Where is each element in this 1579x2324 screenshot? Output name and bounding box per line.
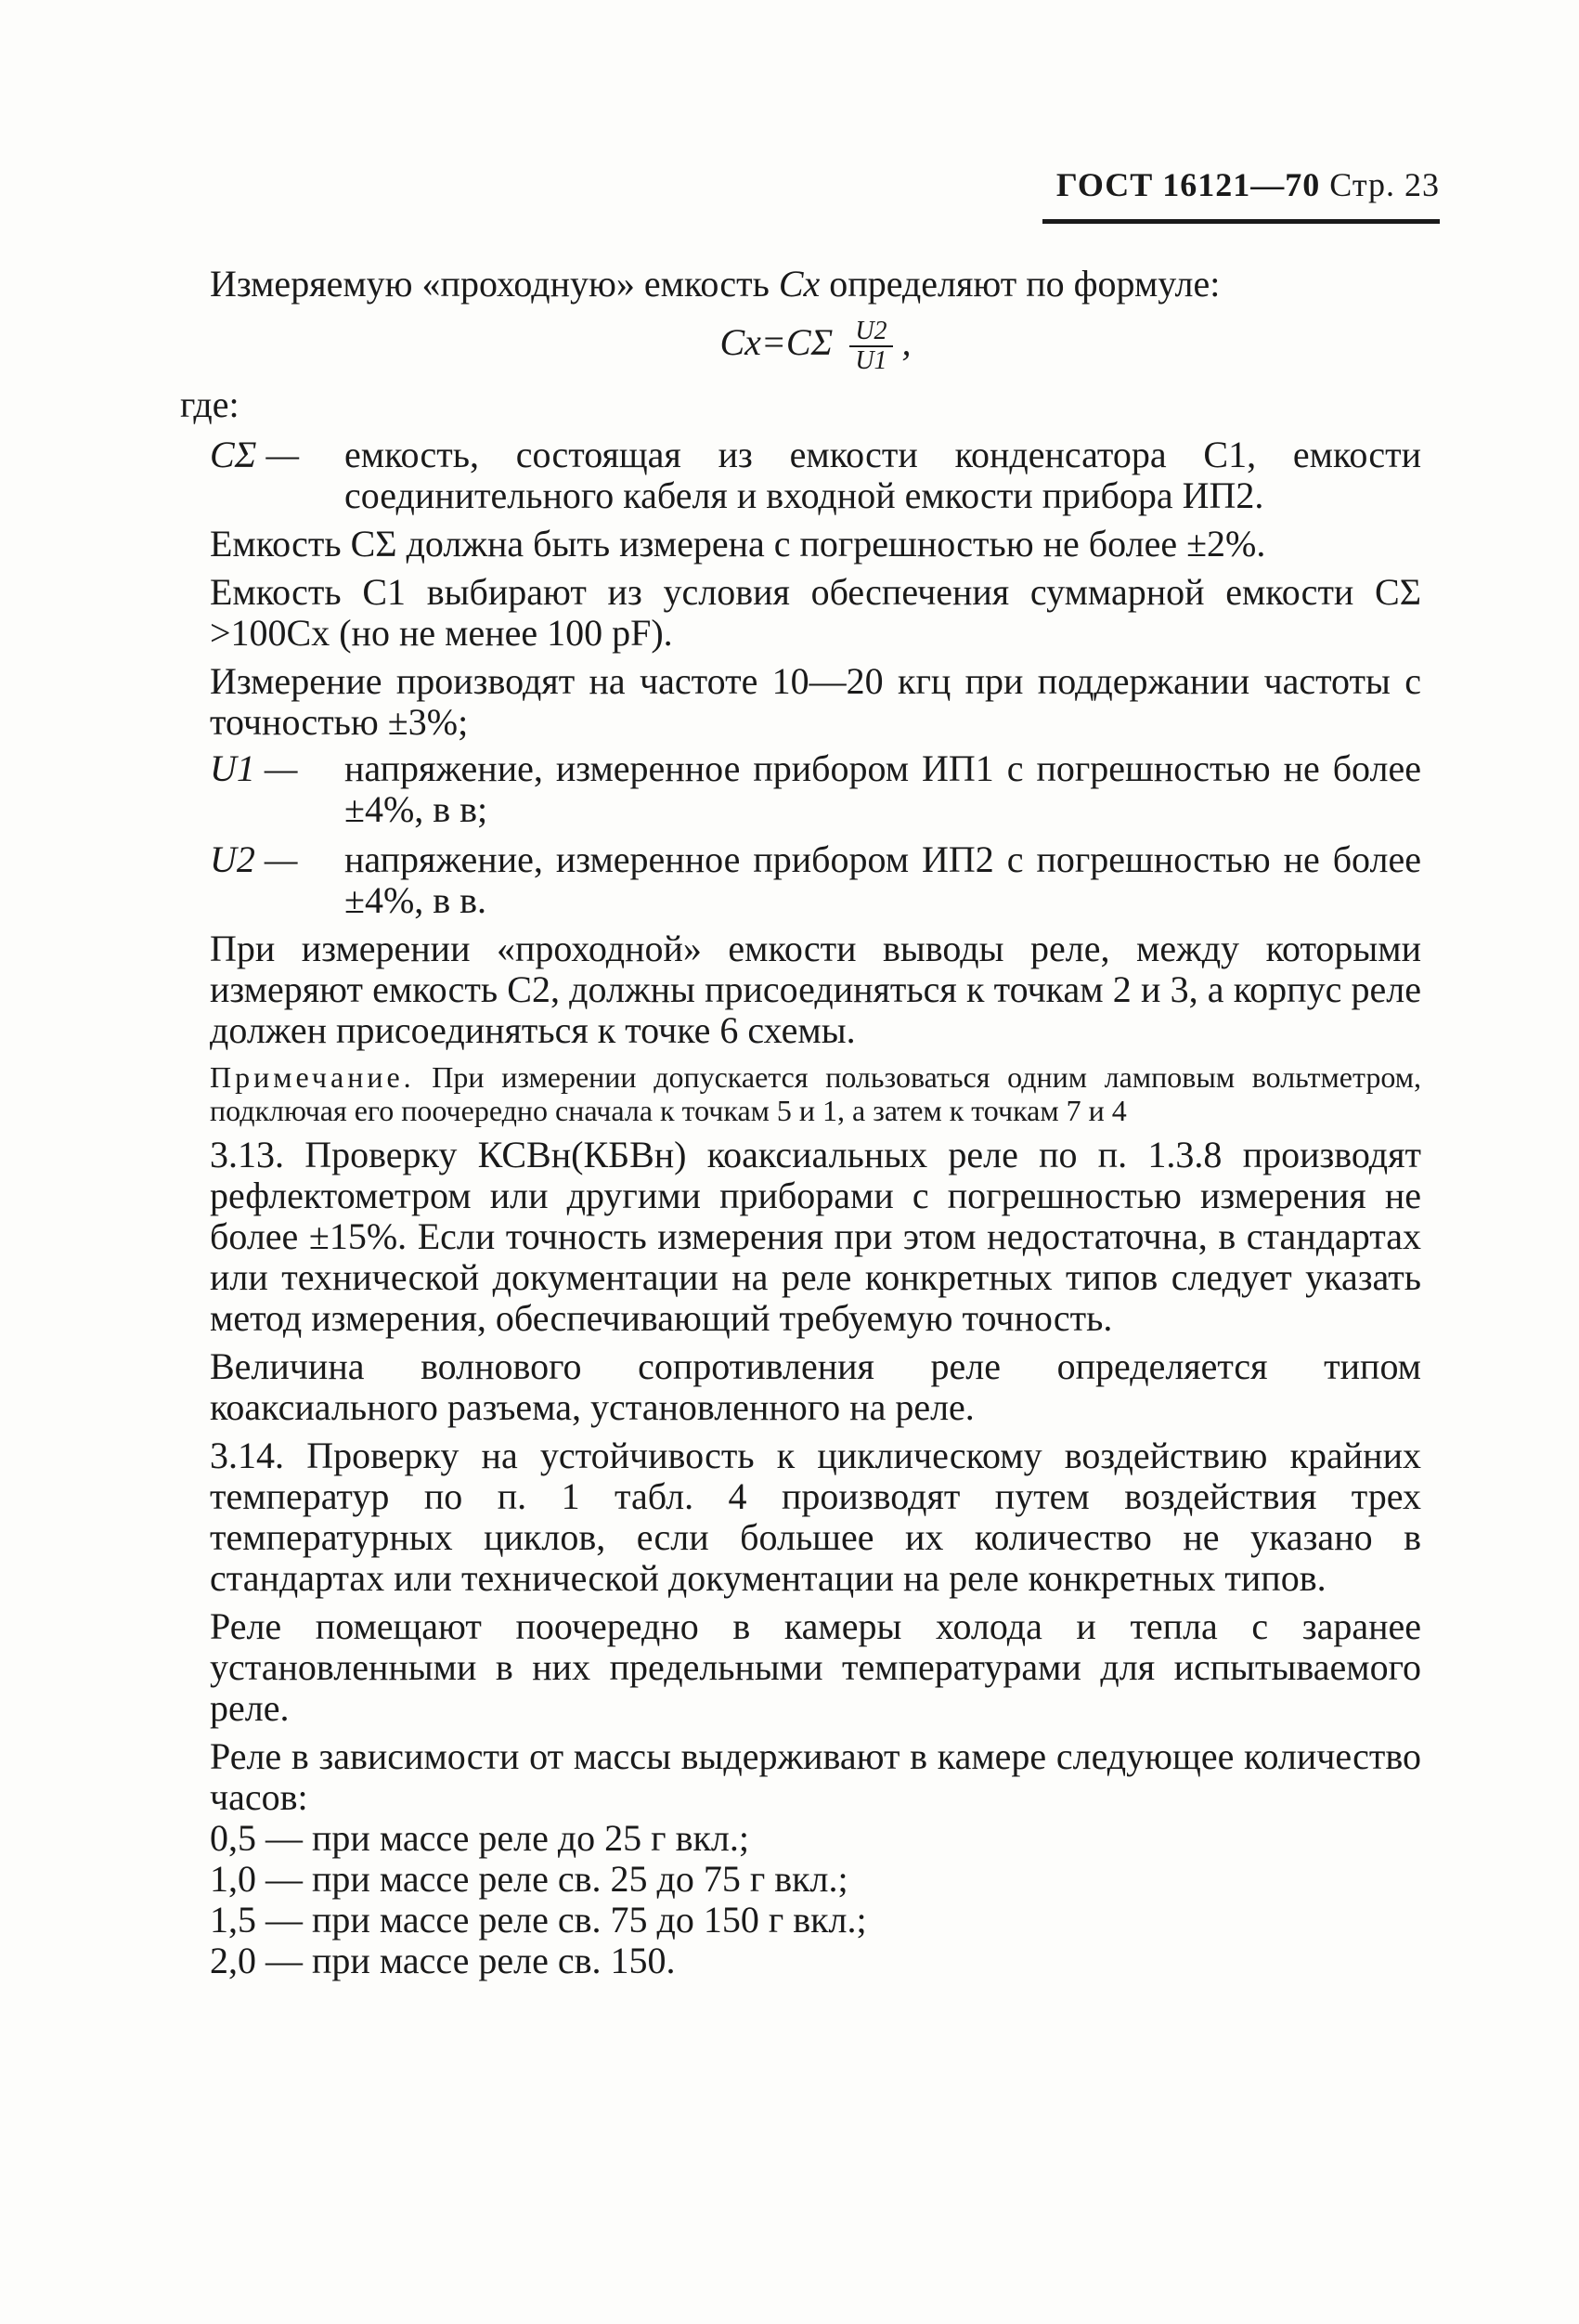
list-item: 0,5 — при массе реле до 25 г вкл.; <box>210 1817 749 1859</box>
symbol-cx: Cx <box>778 263 821 305</box>
definition-text: емкость, состоящая из емкости конденсатора C1, емкости соединительного кабеля и входной емкости прибора ИП2. <box>344 434 1421 516</box>
definition-term: CΣ — <box>210 434 300 475</box>
formula-comma: , <box>901 321 912 364</box>
document-body <box>180 263 1421 1981</box>
paragraph-wave-impedance: Величина волнового сопротивления реле определяется типом коаксиального разъема, установленного на реле. <box>210 1345 1421 1428</box>
where-label: где: <box>180 383 239 425</box>
paragraph-hours: Реле в зависимости от массы выдерживают в камере следующее количество часов: <box>210 1735 1421 1818</box>
definition-text: напряжение, измеренное прибором ИП2 с погрешностью не более ±4%, в в. <box>344 838 1421 921</box>
definition-csigma <box>210 435 1421 516</box>
paragraph-intro: Измеряемую «проходную» емкость Cx определяют по формуле: <box>210 263 1221 305</box>
definition-text: напряжение, измеренное прибором ИП1 с погрешностью не более ±4%, в в; <box>344 747 1421 830</box>
paragraph-chambers: Реле помещают поочередно в камеры холода и тепла с заранее установленными в них предельными температурами для испытываемого реле. <box>210 1605 1421 1729</box>
formula <box>210 318 1421 375</box>
paragraph-3-14: 3.14. Проверку на устойчивость к циклическому воздействию крайних температур по п. 1 табл. 4 производят путем воздействия трех температурных циклов, если большее их количество не указано в стандартах или технической документации на реле конкретных типов. <box>210 1435 1421 1599</box>
formula-lhs: Cx=CΣ <box>719 321 834 364</box>
definition-u2 <box>210 839 1421 921</box>
formula-fraction <box>849 318 892 375</box>
paragraph-frequency: Измерение производят на частоте 10—20 кгц при поддержании частоты с точностью ±3%; <box>210 660 1421 743</box>
page-header <box>920 165 1440 204</box>
header-rule <box>1042 219 1440 224</box>
definition-term: U1 — <box>210 747 298 789</box>
note-label: Примечание. <box>210 1060 415 1094</box>
formula-denominator: U1 <box>855 346 887 375</box>
paragraph-c1-selection: Емкость C1 выбирают из условия обеспечения суммарной емкости CΣ >100Cx (но не менее 100 pF). <box>210 571 1421 654</box>
page-number: Стр. 23 <box>1329 166 1440 203</box>
paragraph-connection: При измерении «проходной» емкости выводы реле, между которыми измеряют емкость C2, должны присоединяться к точкам 2 и 3, а корпус реле должен присоединяться к точке 6 схемы. <box>210 928 1421 1051</box>
note <box>210 1060 1421 1127</box>
hours-list <box>210 1818 1421 1981</box>
paragraph-csigma-accuracy: Емкость CΣ должна быть измерена с погрешностью не более ±2%. <box>210 523 1266 565</box>
formula-numerator: U2 <box>849 318 892 347</box>
definition-term: U2 — <box>210 838 298 880</box>
document-code: ГОСТ 16121—70 <box>1055 166 1321 203</box>
list-item: 1,0 — при массе реле св. 25 до 75 г вкл.; <box>210 1858 848 1900</box>
definition-u1 <box>210 748 1421 830</box>
list-item: 2,0 — при массе реле св. 150. <box>210 1940 676 1981</box>
list-item: 1,5 — при массе реле св. 75 до 150 г вкл.; <box>210 1899 867 1941</box>
paragraph-3-13: 3.13. Проверку КСВн(КБВн) коаксиальных реле по п. 1.3.8 производят рефлектометром или другими приборами с погрешностью измерения не более ±15%. Если точность измерения при этом недостаточна, в стандартах или технической документации на реле конкретных типов следует указать метод измерения, обеспечивающий требуемую точность. <box>210 1134 1421 1339</box>
note-text: При измерении допускается пользоваться одним ламповым вольтметром, подключая его поочередно сначала к точкам 5 и 1, а затем к точкам 7 и 4 <box>210 1060 1421 1127</box>
